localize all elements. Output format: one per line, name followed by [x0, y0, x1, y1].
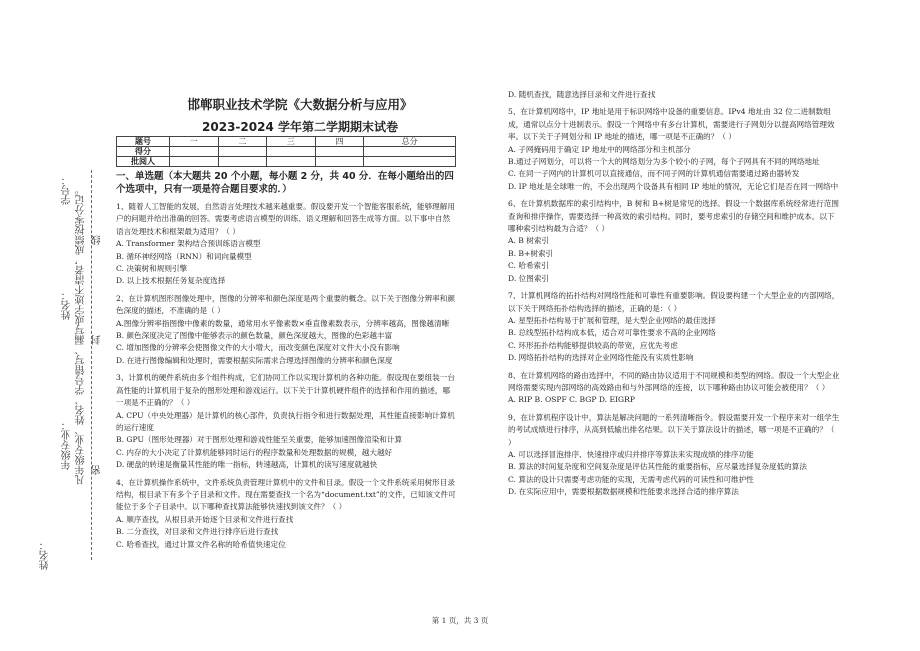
question-option: D. 以上技术根据任务复杂度选择 — [116, 276, 226, 286]
question-stem: 8、在计算机网络的路由选择中，不同的路由协议适用于不同规模和类型的网络。假设一个大型企业网络需要实现内部网络的高效路由和与外部网络的连接，以下哪种路由协议可能会被使用？（ ） — [508, 370, 840, 392]
question-option: A. 顺序查找，从根目录开始逐个目录和文件进行查找 — [116, 514, 294, 524]
question-option: C. 决策树和规则引擎 — [116, 264, 188, 274]
question-block — [508, 89, 840, 101]
question-block — [508, 370, 840, 407]
question-option: A. RIP B. OSPF C. BGP D. EIGRP — [508, 395, 635, 405]
binding-dashed-line — [91, 170, 92, 560]
question-stem: 4、在计算机操作系统中，文件系统负责管理计算机中的文件和目录。假设一个文件系统采用树形目录结构，根目录下有多个子目录和文件。现在需要查找一个名为“document.txt”的文件，已知该文件可能位于多个子目录中。以下哪种查找算法能够快速找到该文件？（ ） — [116, 477, 456, 512]
question-option: C. 内存的大小决定了计算机能够同时运行的程序数量和处理数据的规模，越大越好 — [116, 447, 393, 457]
question-option: B.通过子网划分，可以将一个大的网络划分为多个较小的子网，每个子网具有不同的网络地址 — [508, 157, 820, 167]
question-option: B. 算法的时间复杂度和空间复杂度是评估其性能的重要指标，应尽量选择复杂度低的算法 — [508, 462, 807, 472]
question-stem: 7、计算机网络的拓扑结构对网络性能和可靠性有重要影响。假设要构建一个大型企业的内部网络，以下关于网络拓扑结构选择的描述，正确的是：（ ） — [508, 291, 840, 313]
exam-title-term: 2023-2024 学年第二学期期末试卷 — [202, 120, 398, 134]
score-table — [116, 136, 456, 167]
question-option: D. 随机查找，随意选择目录和文件进行查找 — [508, 90, 656, 99]
score-cell — [267, 157, 316, 167]
left-question-list — [116, 201, 456, 551]
question-option: D. 在进行图像编辑和处理时，需要根据实际需求合理选择图像的分辨率和颜色深度 — [116, 355, 393, 365]
question-option: C. 算法的设计只需要考虑功能的实现，无需考虑代码的可读性和可维护性 — [508, 474, 754, 484]
question-option: A. Transformer 架构结合预训练语言模型 — [116, 239, 261, 249]
question-option: D. 在实际应用中，需要根据数据规模和性能要求选择合适的排序算法 — [508, 487, 739, 497]
margin-name-label-2: 姓名： — [40, 540, 51, 570]
question-option: A. CPU（中央处理器）是计算机的核心部件，负责执行指令和进行数据处理，其性能直接影响计算机的运行速度 — [116, 410, 455, 432]
question-option: D. IP 地址是全球唯一的，不会出现两个设备具有相同 IP 地址的情况，无论它们是否在同一网络中 — [508, 181, 839, 191]
question-option: A. B 树索引 — [508, 236, 550, 246]
question-block — [508, 290, 840, 364]
score-table-header: 四 — [315, 137, 364, 147]
score-table-row — [117, 157, 456, 167]
question-option: B. 二分查找，对目录和文件进行排序后进行查找 — [116, 527, 279, 537]
score-cell — [170, 157, 219, 167]
question-block — [116, 477, 456, 551]
margin-grade-major-label: 年级专业： — [62, 420, 73, 470]
score-table-header: 三 — [267, 137, 316, 147]
right-question-list — [508, 89, 840, 499]
question-option: D. 网络拓扑结构的选择对企业网络性能没有实质性影响 — [508, 353, 694, 363]
score-cell — [218, 157, 267, 167]
score-row-label: 批阅人 — [117, 157, 170, 167]
question-block — [116, 372, 456, 471]
question-option: C. 哈希查找，通过计算文件名称的哈希值快速定位 — [116, 539, 286, 549]
score-table-header: 一 — [170, 137, 219, 147]
margin-secret-mark: 密 — [92, 465, 103, 475]
question-stem: 2、在计算机图形图像处理中，图像的分辨率和颜色深度是两个重要的概念。以下关于图像分辨率和颜色深度的描述，不准确的是（ ） — [116, 293, 455, 316]
question-option: A. 星型拓扑结构易于扩展和管理，是大型企业网络的最佳选择 — [508, 315, 716, 325]
exam-title-college: 邯郸职业技术学院《大数据分析与应用》 — [187, 97, 413, 112]
score-cell — [364, 147, 456, 157]
question-option: A. 可以选择冒泡排序、快速排序或归并排序等算法来实现成绩的排序功能 — [508, 449, 754, 459]
page-number: 第 1 页，共 3 页 — [431, 616, 489, 625]
question-stem: 5、在计算机网络中，IP 地址是用于标识网络中设备的重要信息。IPv4 地址由 32 位二进制数组成，通常以点分十进制表示。假设一个网络中有多台计算机，需要进行子网划分以提高网络管理效率。以下关于子网划分和 IP 地址的描述，哪一项是不正确的？（ ） — [508, 107, 835, 142]
score-cell — [364, 157, 456, 167]
question-option: B. 颜色深度决定了图像中能够表示的颜色数量，颜色深度越大，图像的色彩越丰富 — [116, 331, 393, 341]
score-table-header: 总分 — [364, 137, 456, 147]
score-table-header-row — [117, 137, 456, 147]
question-option: B. 总线型拓扑结构成本低，适合对可靠性要求不高的企业网络 — [508, 328, 716, 338]
question-option: C. 哈希索引 — [508, 261, 549, 271]
question-stem: 1、随着人工智能的发展，自然语言处理技术越来越重要。假设要开发一个智能客服系统，能够理解用户的问题并给出准确的回答。需要考虑语言模型的训练、语义理解和回答生成等方面。以下事中自然语言处理技术和框架最为适用？（ ） — [116, 202, 455, 236]
section-1-title: 一、单选题（本大题共 20 个小题，每小题 2 分，共 40 分．在每小题给出的四个选项中，只有一项是符合题目要求的．） — [116, 171, 454, 195]
question-block — [116, 293, 456, 367]
score-cell — [218, 147, 267, 157]
score-row-label: 得分 — [117, 147, 170, 157]
margin-name-label: 姓名： — [62, 290, 73, 320]
margin-instruction: 凡年级专业、姓名、学号错写、漏写或字迹不清者，成绩按零分记。 — [76, 185, 87, 485]
score-table-row — [117, 147, 456, 157]
question-block — [508, 412, 840, 499]
score-cell — [315, 147, 364, 157]
margin-student-id-label: 学号： — [62, 175, 73, 205]
question-option: D. 位图索引 — [508, 273, 550, 283]
score-cell — [315, 157, 364, 167]
question-option: B. GPU（图形处理器）对于图形处理和游戏性能至关重要，能够加速图像渲染和计算 — [116, 435, 403, 445]
score-table-header: 题号 — [117, 137, 170, 147]
question-block — [508, 198, 840, 285]
question-option: C. 环形拓扑结构能够提供较高的带宽，应优先考虑 — [508, 340, 678, 350]
question-option: D. 硬盘的转速是衡量其性能的唯一指标，转速越高，计算机的读写速度就越快 — [116, 460, 378, 470]
question-option: B. B+树索引 — [508, 248, 554, 258]
score-table-header: 二 — [218, 137, 267, 147]
question-option: B. 循环神经网络（RNN）和词向量模型 — [116, 251, 252, 261]
question-block — [116, 201, 456, 288]
question-stem: 9、在计算机程序设计中，算法是解决问题的一系列清晰指令。假设需要开发一个程序来对一组学生的考试成绩进行排序，从高到低输出排名结果。以下关于算法设计的描述，哪一项是不正确的？（ ） — [508, 412, 840, 447]
margin-seal-mark: 封 — [92, 335, 103, 345]
question-stem: 3、计算机的硬件系统由多个组件构成，它们协同工作以实现计算机的各种功能。假设现在要组装一台高性能的计算机用于复杂的图形处理和游戏运行。以下关于计算机硬件组件的选择和作用的描述，哪一项是不正确的？（ ） — [116, 373, 455, 408]
margin-line-mark: 线 — [92, 235, 103, 245]
question-option: A. 子网掩码用于确定 IP 地址中的网络部分和主机部分 — [508, 144, 691, 154]
question-block — [508, 106, 840, 193]
question-option: C. 增加图像的分辨率会使图像文件的大小增大，而改变颜色深度对文件大小没有影响 — [116, 343, 400, 353]
right-column — [508, 89, 840, 499]
question-option: C. 在同一子网内的计算机可以直接通信，而不同子网的计算机通信需要通过路由器转发 — [508, 169, 800, 179]
score-cell — [170, 147, 219, 157]
left-column — [116, 170, 456, 551]
question-option: A.图像分辨率指图像中像素的数量，通常用水平像素数×垂直像素数表示，分辨率越高，图像越清晰 — [116, 318, 450, 328]
question-stem: 6、在计算机数据库的索引结构中，B 树和 B+树是常见的选择。假设一个数据库系统经常进行范围查询和排序操作，需要选择一种高效的索引结构。同时，要考虑索引的存储空间和维护成本。以下哪种索引结构最为合适？（ ） — [508, 199, 839, 234]
score-cell — [267, 147, 316, 157]
